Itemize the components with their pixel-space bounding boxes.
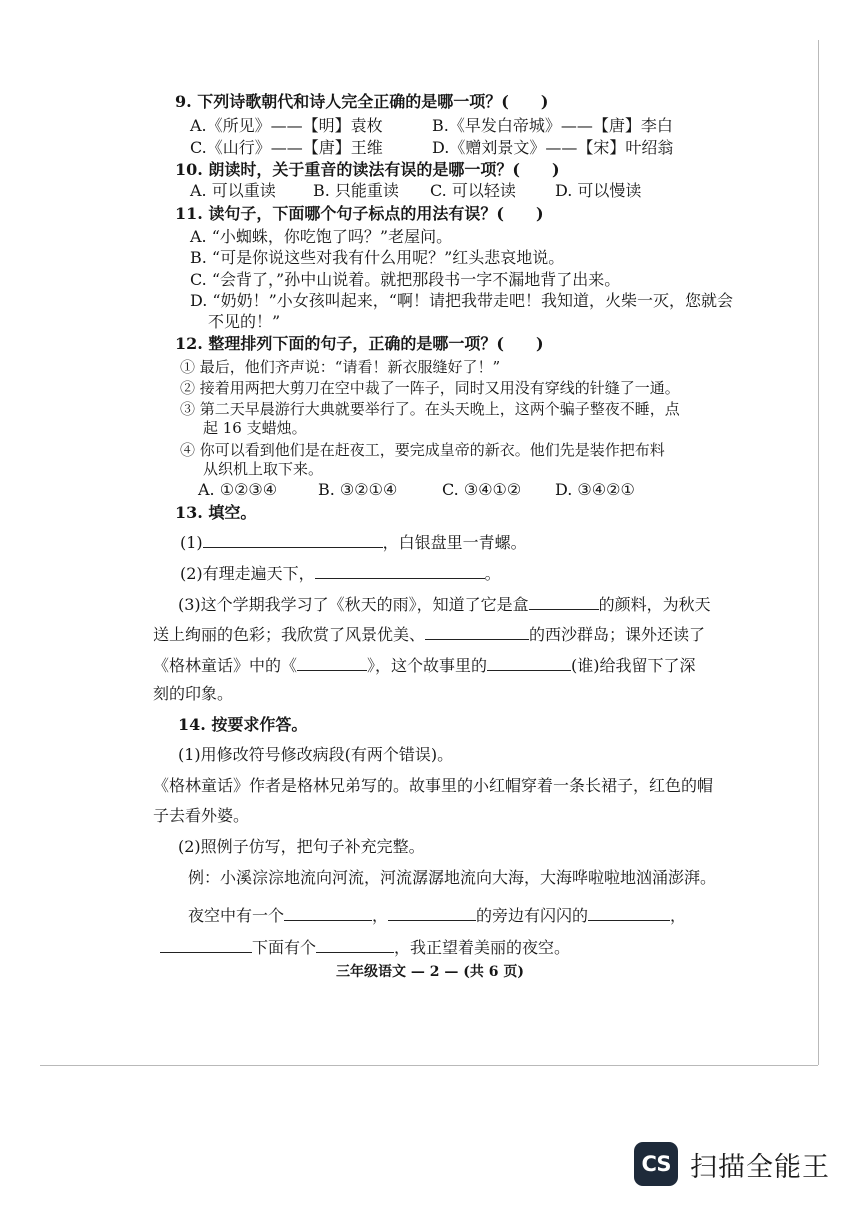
q13-part-3-text: 送上绚丽的色彩；我欣赏了风景优美、 (153, 625, 426, 644)
answer-blank[interactable] (316, 936, 394, 953)
q14-fill-text: ，我正望着美丽的夜空。 (394, 938, 571, 957)
q14-part-1-passage-continued: 子去看外婆。 (153, 806, 250, 825)
q9-stem: 9. 下列诗歌朝代和诗人完全正确的是哪一项？( ) (175, 92, 549, 111)
q12-sentence-2: ② 接着用两把大剪刀在空中裁了一阵子，同时又用没有穿线的针缝了一通。 (180, 379, 680, 397)
q10-option-d: D. 可以慢读 (555, 181, 642, 200)
answer-blank[interactable] (529, 593, 599, 610)
answer-blank[interactable] (315, 562, 485, 579)
watermark-text: 扫描全能王 (690, 1151, 830, 1183)
q12-option-c: C. ③④①② (442, 480, 522, 499)
q13-part-3-line-2 (153, 623, 705, 645)
q14-example: 例：小溪淙淙地流向河流，河流潺潺地流向大海，大海哗啦啦地汹涌澎湃。 (188, 868, 717, 887)
q14-part-2: (2)照例子仿写，把句子补充完整。 (178, 837, 425, 856)
answer-blank[interactable] (388, 904, 476, 921)
q13-part-3-text: 的西沙群岛；课外还读了 (529, 625, 706, 644)
q10-option-b: B. 只能重读 (313, 181, 399, 200)
q13-part-3-text: 《格林童话》中的《 (153, 656, 298, 675)
q12-option-a: A. ①②③④ (198, 480, 278, 499)
q13-part-1-label: (1) (180, 533, 203, 552)
q13-part-3-text: 的颜料，为秋天 (598, 595, 711, 614)
q11-option-c: C. “会背了，”孙中山说着。就把那段书一字不漏地背了出来。 (190, 270, 621, 289)
q14-fill-text: 夜空中有一个 (188, 906, 285, 925)
q11-option-d-continued: 不见的！” (208, 312, 281, 331)
q11-option-b: B. “可是你说这些对我有什么用呢？”红头悲哀地说。 (190, 248, 565, 267)
answer-blank[interactable] (487, 654, 571, 671)
q12-sentence-3: ③ 第二天早晨游行大典就要举行了。在头天晚上，这两个骗子整夜不睡，点 (180, 400, 680, 418)
q13-part-3-text: (3)这个学期我学习了《秋天的雨》，知道了它是盒 (178, 595, 529, 614)
q12-sentence-3-continued: 起 16 支蜡烛。 (203, 419, 307, 437)
q11-option-a: A. “小蜘蛛，你吃饱了吗？”老屋问。 (190, 227, 453, 246)
q14-fill-line-1 (188, 904, 686, 926)
page-footer: 三年级语文 — 2 — (共 6 页) (336, 964, 524, 980)
q13-part-1 (180, 531, 527, 553)
q9-option-a: A.《所见》——【明】袁枚 (190, 116, 383, 135)
q14-stem: 14. 按要求作答。 (178, 715, 308, 734)
q12-stem: 12. 整理排列下面的句子，正确的是哪一项？( ) (175, 334, 544, 353)
answer-blank[interactable] (588, 904, 670, 921)
q14-fill-text: ， (372, 906, 389, 925)
answer-blank[interactable] (284, 904, 372, 921)
q10-option-a: A. 可以重读 (190, 181, 276, 200)
q13-part-2-text: (2)有理走遍天下， (180, 564, 315, 583)
q12-option-d: D. ③④②① (555, 480, 635, 499)
q13-part-3-line-1 (178, 593, 711, 615)
q9-option-c: C.《山行》——【唐】王维 (190, 138, 383, 157)
q14-part-1-passage: 《格林童话》作者是格林兄弟写的。故事里的小红帽穿着一条长裙子，红色的帽 (153, 776, 714, 795)
q13-part-3-line-3 (153, 654, 696, 676)
q14-fill-text: ， (670, 906, 687, 925)
q12-sentence-4: ④ 你可以看到他们是在赶夜工，要完成皇帝的新衣。他们先是装作把布料 (180, 441, 665, 459)
q10-option-c: C. 可以轻读 (430, 181, 516, 200)
answer-blank[interactable] (160, 936, 252, 953)
q13-part-3-text: 》，这个故事里的 (367, 656, 488, 675)
answer-blank[interactable] (297, 654, 367, 671)
scanner-watermark (634, 1141, 830, 1187)
answer-blank[interactable] (203, 531, 383, 548)
q11-option-d: D. “奶奶！”小女孩叫起来，“啊！请把我带走吧！我知道，火柴一灭，您就会 (190, 291, 733, 310)
q11-stem: 11. 读句子，下面哪个句子标点的用法有误？( ) (175, 204, 544, 223)
q14-fill-text: 下面有个 (252, 938, 317, 957)
q13-part-3-line-4: 刻的印象。 (153, 684, 234, 703)
q13-part-3-text: (谁)给我留下了深 (571, 656, 696, 675)
q13-stem: 13. 填空。 (175, 503, 257, 522)
q10-stem: 10. 朗读时，关于重音的读法有误的是哪一项？( ) (175, 160, 560, 179)
q14-part-1: (1)用修改符号修改病段(有两个错误)。 (178, 745, 454, 764)
q12-sentence-1: ① 最后，他们齐声说：“请看！新衣服缝好了！” (180, 358, 501, 376)
q14-fill-text: 的旁边有闪闪的 (476, 906, 589, 925)
answer-blank[interactable] (425, 623, 529, 640)
q13-part-2-end: 。 (484, 564, 501, 583)
q12-sentence-4-continued: 从织机上取下来。 (203, 460, 324, 478)
camscanner-logo-icon: CS (634, 1142, 678, 1186)
q12-option-b: B. ③②①④ (318, 480, 398, 499)
q9-option-b: B.《早发白帝城》——【唐】李白 (432, 116, 673, 135)
q13-part-2 (180, 562, 501, 584)
q14-fill-line-2 (160, 936, 570, 958)
q9-option-d: D.《赠刘景文》——【宋】叶绍翁 (432, 138, 674, 157)
q13-part-1-text: ，白银盘里一青螺。 (382, 533, 527, 552)
